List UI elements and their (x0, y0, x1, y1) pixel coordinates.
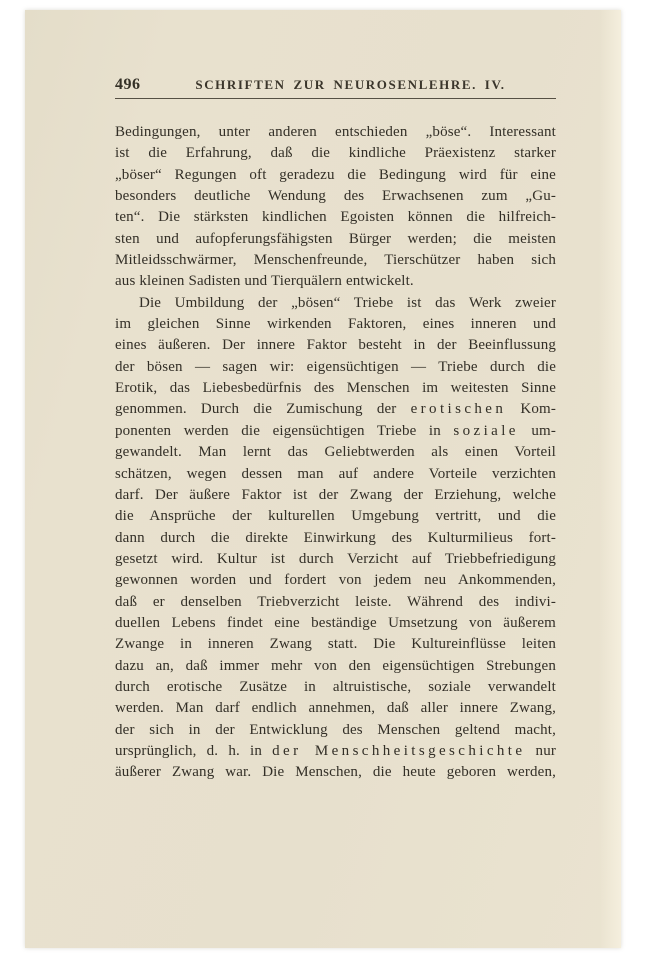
text-line (115, 762, 556, 783)
text-line (115, 741, 556, 762)
text-segment: gewonnen worden und fordert von jedem neu Ankommenden, (115, 572, 556, 589)
running-header (115, 77, 556, 95)
text-line (115, 656, 556, 677)
text-segment: im gleichen Sinne wirkenden Faktoren, eines inneren und (115, 316, 556, 333)
text-segment: darf. Der äußere Faktor ist der Zwang der Erziehung, welche (115, 486, 556, 503)
text-segment: ten“. Die stärksten kindlichen Egoisten können die hilfreich- (115, 209, 556, 226)
text-line (115, 421, 556, 442)
text-line (115, 122, 556, 143)
text-segment: besonders deutliche Wendung des Erwachsenen zum „Gu- (115, 188, 556, 205)
text-segment: der sich in der Entwicklung des Menschen geltend macht, (115, 721, 556, 738)
text-segment: gewandelt. Man lernt das Geliebtwerden als einen Vorteil (115, 444, 556, 461)
text-line (115, 720, 556, 741)
text-segment: aus kleinen Sadisten und Tierquälern entwickelt. (115, 273, 414, 290)
text-segment: ursprünglich, d. h. in (115, 742, 273, 759)
text-line (115, 528, 556, 549)
running-header-title: SCHRIFTEN ZUR NEUROSENLEHRE. IV. (195, 77, 506, 92)
text-line (115, 464, 556, 485)
text-segment: eines äußeren. Der innere Faktor besteht in der Beeinflussung (115, 337, 556, 354)
text-segment: Bedingungen, unter anderen entschieden „böse“. Interessant (115, 124, 556, 140)
body-text (115, 122, 556, 784)
text-segment: nur (525, 742, 556, 759)
text-line (115, 186, 556, 207)
text-line (115, 485, 556, 506)
page-number: 496 (115, 76, 141, 93)
text-segment: sten und aufopferungsfähigsten Bürger werden; die meisten (115, 230, 556, 247)
text-segment: ist die Erfahrung, daß die kindliche Präexistenz starker (115, 145, 556, 162)
text-segment: der bösen — sagen wir: eigensüchtigen — Triebe durch die (115, 358, 556, 375)
text-segment: genommen. Durch die Zumischung der (115, 401, 411, 418)
text-segment: Kom- (506, 401, 556, 418)
text-segment: durch erotische Zusätze in altruistische, soziale verwandelt (115, 678, 556, 695)
text-line (115, 271, 556, 292)
text-segment: Erotik, das Liebesbedürfnis des Menschen im weitesten Sinne (115, 380, 556, 397)
text-segment: daß er denselben Triebverzicht leiste. Während des indivi- (115, 593, 556, 610)
text-line (115, 399, 556, 420)
text-line (115, 143, 556, 164)
text-segment: um- (518, 422, 556, 439)
text-line (115, 613, 556, 634)
header-rule (115, 98, 556, 99)
text-line (115, 677, 556, 698)
text-line (115, 314, 556, 335)
text-segment: ponenten werden die eigensüchtigen Triebe in (115, 422, 454, 439)
text-segment: äußerer Zwang war. Die Menschen, die heute geboren werden, (115, 764, 556, 781)
scanned-book-page (25, 10, 621, 948)
text-line (115, 698, 556, 719)
text-line (115, 229, 556, 250)
letterspaced-text: erotischen (410, 401, 507, 418)
text-segment: Zwange in inneren Zwang statt. Die Kultureinflüsse leiten (115, 636, 556, 653)
page-content (115, 77, 556, 784)
text-line (115, 592, 556, 613)
text-line (115, 293, 556, 314)
text-segment: „böser“ Regungen oft geradezu die Bedingung wird für eine (115, 166, 556, 183)
text-line (115, 634, 556, 655)
text-segment: schätzen, wegen dessen man auf andere Vorteile verzichten (115, 465, 556, 482)
text-segment: Die Umbildung der „bösen“ Triebe ist das Werk zweier (139, 294, 556, 311)
letterspaced-text: der Menschheitsgeschichte (272, 742, 526, 759)
text-line (115, 442, 556, 463)
text-segment: gesetzt wird. Kultur ist durch Verzicht auf Triebbefriedigung (115, 550, 556, 567)
text-line (115, 506, 556, 527)
text-segment: dazu an, daß immer mehr von den eigensüchtigen Strebungen (115, 657, 556, 674)
text-line (115, 570, 556, 591)
letterspaced-text: soziale (453, 422, 519, 439)
text-segment: duellen Lebens findet eine beständige Umsetzung von äußerem (115, 614, 556, 631)
text-line (115, 250, 556, 271)
text-line (115, 378, 556, 399)
text-line (115, 549, 556, 570)
text-segment: die Ansprüche der kulturellen Umgebung vertritt, und die (115, 508, 556, 525)
text-line (115, 207, 556, 228)
text-segment: Mitleidsschwärmer, Menschenfreunde, Tierschützer haben sich (115, 252, 556, 269)
text-segment: dann durch die direkte Einwirkung des Kulturmilieus fort- (115, 529, 556, 546)
text-line (115, 335, 556, 356)
text-line (115, 357, 556, 378)
text-segment: werden. Man darf endlich annehmen, daß aller innere Zwang, (115, 700, 556, 717)
text-line (115, 165, 556, 186)
